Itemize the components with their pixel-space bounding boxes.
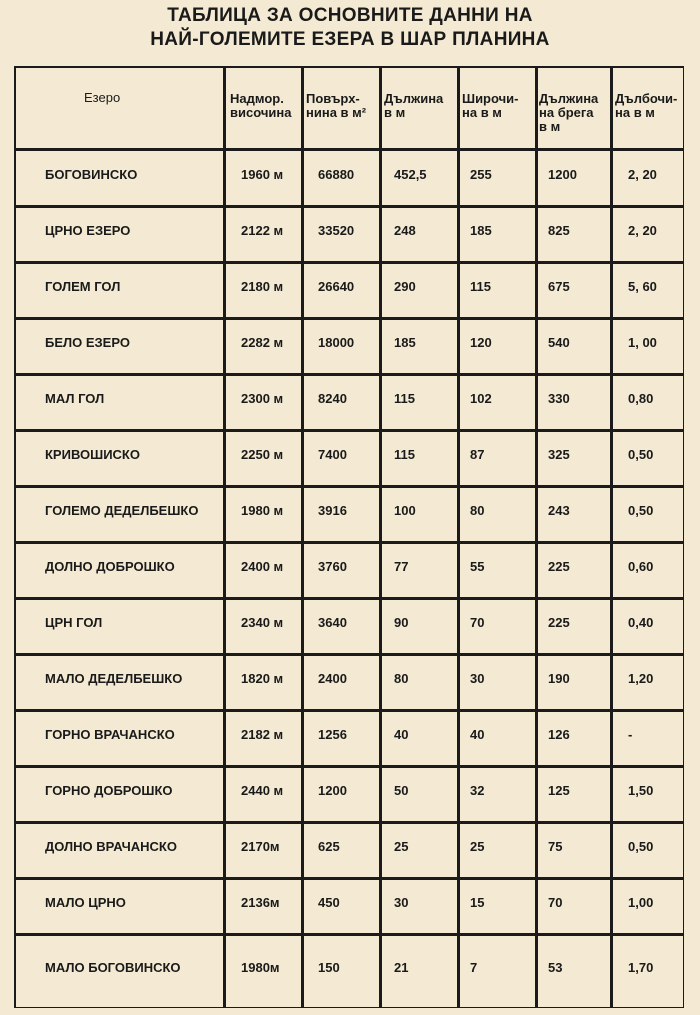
- table-cell: [304, 208, 379, 261]
- table-cell: [226, 488, 301, 541]
- table-cell: [538, 208, 610, 261]
- table-cell: [538, 936, 610, 1007]
- width-value: 115: [470, 279, 491, 294]
- depth-value: 5, 60: [628, 279, 657, 294]
- table-cell: [382, 824, 457, 877]
- shore-length-value: 126: [548, 727, 570, 742]
- length-value: 90: [394, 615, 409, 630]
- length-value: 50: [394, 783, 409, 798]
- shore-length-value: 675: [548, 279, 570, 294]
- table-cell: [538, 768, 610, 821]
- lake-name: ГОРНО ВРАЧАНСКО: [45, 727, 175, 742]
- table-cell: [226, 600, 301, 653]
- table-cell: [538, 880, 610, 933]
- column-header-width: Широчи- на в м: [462, 91, 519, 120]
- table-cell: [538, 488, 610, 541]
- shore-length-value: 540: [548, 335, 570, 350]
- table-cell: [226, 768, 301, 821]
- table-cell: [382, 264, 457, 317]
- column-header-elevation: Надмор. височина: [230, 91, 292, 120]
- column-header-depth: Дълбочи- на в м: [615, 91, 678, 120]
- width-value: 30: [470, 671, 485, 686]
- lake-name-cell: [16, 936, 223, 1007]
- table-cell: [304, 600, 379, 653]
- table-cell: [613, 712, 683, 765]
- table-cell: [538, 712, 610, 765]
- depth-value: 0,80: [628, 391, 654, 406]
- elevation-value: 2182 м: [241, 727, 284, 742]
- table-cell: [226, 712, 301, 765]
- table-cell: [538, 656, 610, 709]
- lake-name: КРИВОШИСКО: [45, 447, 140, 462]
- shore-length-value: 70: [548, 895, 563, 910]
- table-cell: [460, 880, 535, 933]
- lake-name-cell: [16, 376, 223, 429]
- lake-name: ЦРНО ЕЗЕРО: [45, 223, 131, 238]
- table-cell: [613, 824, 683, 877]
- lake-name-cell: [16, 880, 223, 933]
- depth-value: 0,40: [628, 615, 654, 630]
- area-value: 7400: [318, 447, 347, 462]
- elevation-value: 1820 м: [241, 671, 284, 686]
- depth-value: 0,50: [628, 447, 654, 462]
- depth-value: 1, 00: [628, 335, 657, 350]
- depth-value: 1,50: [628, 783, 654, 798]
- table-cell: [382, 488, 457, 541]
- table-cell: [382, 151, 457, 205]
- header-cell-lake-name: [16, 68, 223, 148]
- table-cell: [613, 936, 683, 1007]
- table-cell: [304, 712, 379, 765]
- depth-value: 1,00: [628, 895, 654, 910]
- shore-length-value: 225: [548, 559, 570, 574]
- table-cell: [460, 151, 535, 205]
- table-cell: [460, 600, 535, 653]
- elevation-value: 2440 м: [241, 783, 284, 798]
- length-value: 25: [394, 839, 409, 854]
- shore-length-value: 190: [548, 671, 570, 686]
- length-value: 185: [394, 335, 416, 350]
- area-value: 3760: [318, 559, 347, 574]
- width-value: 185: [470, 223, 492, 238]
- table-cell: [538, 320, 610, 373]
- table-cell: [538, 376, 610, 429]
- table-cell: [304, 488, 379, 541]
- depth-value: 2, 20: [628, 223, 657, 238]
- area-value: 1200: [318, 783, 347, 798]
- table-cell: [613, 488, 683, 541]
- lake-name: ГОРНО ДОБРОШКО: [45, 783, 173, 798]
- lake-name-cell: [16, 208, 223, 261]
- lake-name: ДОЛНО ДОБРОШКО: [45, 559, 175, 574]
- lake-name-cell: [16, 432, 223, 485]
- table-cell: [613, 376, 683, 429]
- table-cell: [460, 208, 535, 261]
- depth-value: -: [628, 727, 633, 742]
- table-cell: [226, 880, 301, 933]
- width-value: 55: [470, 559, 485, 574]
- width-value: 120: [470, 335, 492, 350]
- elevation-value: 2122 м: [241, 223, 284, 238]
- table-cell: [304, 320, 379, 373]
- length-value: 21: [394, 960, 409, 975]
- table-cell: [304, 656, 379, 709]
- table-cell: [613, 320, 683, 373]
- elevation-value: 2282 м: [241, 335, 284, 350]
- table-cell: [382, 320, 457, 373]
- table-cell: [613, 768, 683, 821]
- length-value: 80: [394, 671, 409, 686]
- length-value: 77: [394, 559, 409, 574]
- area-value: 33520: [318, 223, 355, 238]
- lake-name: МАЛО ДЕДЕЛБЕШКО: [45, 671, 183, 686]
- elevation-value: 2300 м: [241, 391, 284, 406]
- shore-length-value: 225: [548, 615, 570, 630]
- width-value: 15: [470, 895, 485, 910]
- table-cell: [538, 264, 610, 317]
- table-cell: [382, 768, 457, 821]
- depth-value: 1,20: [628, 671, 654, 686]
- table-cell: [304, 824, 379, 877]
- length-value: 248: [394, 223, 416, 238]
- table-cell: [304, 151, 379, 205]
- table-cell: [460, 320, 535, 373]
- table-cell: [226, 208, 301, 261]
- lake-name-cell: [16, 264, 223, 317]
- shore-length-value: 243: [548, 503, 570, 518]
- lake-name-cell: [16, 824, 223, 877]
- table-cell: [613, 208, 683, 261]
- length-value: 290: [394, 279, 416, 294]
- table-cell: [226, 151, 301, 205]
- table-cell: [613, 432, 683, 485]
- lake-name: МАЛО ЦРНО: [45, 895, 126, 910]
- table-cell: [304, 880, 379, 933]
- lake-name: МАЛО БОГОВИНСКО: [45, 960, 181, 975]
- elevation-value: 1960 м: [241, 166, 284, 182]
- width-value: 32: [470, 783, 485, 798]
- lakes-data-table: [14, 66, 684, 1008]
- table-cell: [613, 264, 683, 317]
- column-header-lake-name: Езеро: [84, 90, 121, 105]
- table-cell: [613, 600, 683, 653]
- table-cell: [538, 600, 610, 653]
- area-value: 3916: [318, 503, 347, 518]
- length-value: 452,5: [394, 166, 427, 182]
- depth-value: 2, 20: [628, 166, 657, 182]
- table-cell: [613, 544, 683, 597]
- table-cell: [304, 376, 379, 429]
- table-cell: [613, 656, 683, 709]
- table-cell: [538, 824, 610, 877]
- area-value: 18000: [318, 335, 355, 350]
- title-line-1: ТАБЛИЦА ЗА ОСНОВНИТЕ ДАННИ НА: [167, 5, 533, 26]
- table-cell: [304, 936, 379, 1007]
- column-header-area: Повърх- нина в м²: [306, 91, 367, 120]
- elevation-value: 2136м: [241, 895, 280, 910]
- header-cell-depth: [613, 68, 683, 148]
- table-cell: [226, 544, 301, 597]
- table-cell: [460, 376, 535, 429]
- lake-name: БЕЛО ЕЗЕРО: [45, 335, 130, 350]
- lake-name: ГОЛЕМ ГОЛ: [45, 279, 121, 294]
- header-cell-elevation: [226, 68, 301, 148]
- shore-length-value: 1200: [548, 166, 577, 182]
- shore-length-value: 53: [548, 960, 563, 975]
- table-cell: [226, 656, 301, 709]
- area-value: 625: [318, 839, 340, 854]
- table-cell: [538, 544, 610, 597]
- elevation-value: 2170м: [241, 839, 280, 854]
- table-cell: [460, 656, 535, 709]
- header-cell-area: [304, 68, 379, 148]
- length-value: 40: [394, 727, 409, 742]
- elevation-value: 1980м: [241, 960, 280, 975]
- table-cell: [226, 320, 301, 373]
- table-cell: [460, 768, 535, 821]
- lake-name-cell: [16, 768, 223, 821]
- table-cell: [226, 936, 301, 1007]
- elevation-value: 2180 м: [241, 279, 284, 294]
- table-cell: [382, 600, 457, 653]
- area-value: 1256: [318, 727, 347, 742]
- width-value: 25: [470, 839, 485, 854]
- table-cell: [382, 936, 457, 1007]
- lake-name-cell: [16, 320, 223, 373]
- area-value: 450: [318, 895, 340, 910]
- table-cell: [460, 488, 535, 541]
- elevation-value: 1980 м: [241, 503, 284, 518]
- table-cell: [304, 544, 379, 597]
- elevation-value: 2400 м: [241, 559, 284, 574]
- shore-length-value: 330: [548, 391, 570, 406]
- table-cell: [304, 768, 379, 821]
- lake-name-cell: [16, 656, 223, 709]
- width-value: 7: [470, 960, 478, 975]
- depth-value: 0,50: [628, 839, 654, 854]
- width-value: 102: [470, 391, 492, 406]
- area-value: 26640: [318, 279, 355, 294]
- table-cell: [460, 712, 535, 765]
- header-cell-length: [382, 68, 457, 148]
- table-cell: [226, 264, 301, 317]
- table-cell: [460, 432, 535, 485]
- shore-length-value: 125: [548, 783, 570, 798]
- depth-value: 0,50: [628, 503, 654, 518]
- header-cell-width: [460, 68, 535, 148]
- area-value: 2400: [318, 671, 347, 686]
- lake-name-cell: [16, 151, 223, 205]
- area-value: 3640: [318, 615, 347, 630]
- lake-name-cell: [16, 712, 223, 765]
- table-cell: [538, 432, 610, 485]
- lake-name: ДОЛНО ВРАЧАНСКО: [45, 839, 177, 854]
- shore-length-value: 325: [548, 447, 570, 462]
- title-line-2: НАЙ-ГОЛЕМИТЕ ЕЗЕРА В ШАР ПЛАНИНА: [150, 29, 550, 50]
- table-cell: [304, 432, 379, 485]
- table-cell: [613, 151, 683, 205]
- column-header-length: Дължина в м: [384, 91, 444, 120]
- table-cell: [460, 544, 535, 597]
- width-value: 40: [470, 727, 485, 742]
- area-value: 66880: [318, 166, 355, 182]
- length-value: 100: [394, 503, 416, 518]
- width-value: 70: [470, 615, 485, 630]
- table-cell: [382, 544, 457, 597]
- table-cell: [538, 151, 610, 205]
- lake-name: БОГОВИНСКО: [45, 166, 138, 182]
- table-cell: [382, 880, 457, 933]
- table-cell: [226, 432, 301, 485]
- table-cell: [382, 376, 457, 429]
- elevation-value: 2340 м: [241, 615, 284, 630]
- header-cell-shore-length: [538, 68, 610, 148]
- width-value: 87: [470, 447, 485, 462]
- depth-value: 1,70: [628, 960, 654, 975]
- lake-name: ГОЛЕМО ДЕДЕЛБЕШКО: [45, 503, 199, 518]
- elevation-value: 2250 м: [241, 447, 284, 462]
- depth-value: 0,60: [628, 559, 654, 574]
- shore-length-value: 825: [548, 223, 570, 238]
- table-cell: [304, 264, 379, 317]
- lake-name-cell: [16, 600, 223, 653]
- shore-length-value: 75: [548, 839, 563, 854]
- column-header-shore-length: Дължина на брега в м: [539, 91, 599, 134]
- width-value: 255: [470, 166, 492, 182]
- table-title: [0, 4, 700, 52]
- lake-name: МАЛ ГОЛ: [45, 391, 105, 406]
- table-cell: [226, 824, 301, 877]
- table-cell: [460, 824, 535, 877]
- length-value: 30: [394, 895, 409, 910]
- table-cell: [613, 880, 683, 933]
- table-cell: [226, 376, 301, 429]
- lake-name: ЦРН ГОЛ: [45, 615, 103, 630]
- lake-name-cell: [16, 488, 223, 541]
- lake-name-cell: [16, 544, 223, 597]
- table-cell: [382, 208, 457, 261]
- width-value: 80: [470, 503, 485, 518]
- length-value: 115: [394, 391, 415, 406]
- table-cell: [382, 712, 457, 765]
- table-cell: [460, 264, 535, 317]
- table-cell: [460, 936, 535, 1007]
- area-value: 8240: [318, 391, 347, 406]
- length-value: 115: [394, 447, 415, 462]
- table-cell: [382, 432, 457, 485]
- table-cell: [382, 656, 457, 709]
- area-value: 150: [318, 960, 340, 975]
